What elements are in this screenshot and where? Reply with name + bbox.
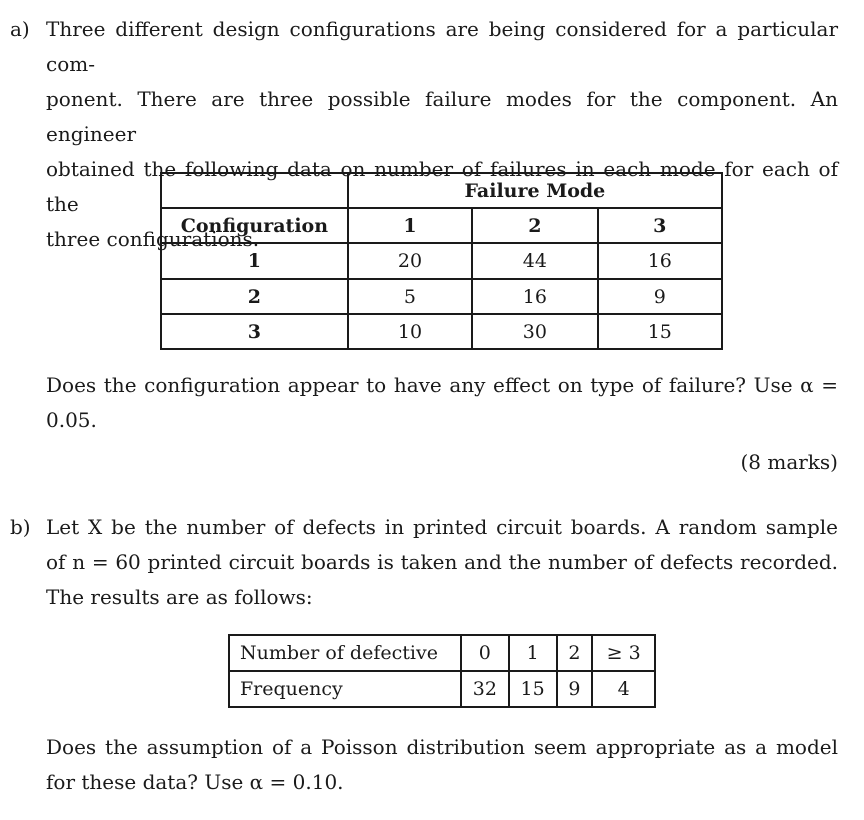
part-b-question-line-1: Does the assumption of a Poisson distribution seem appropriate as a model — [46, 735, 838, 759]
part-b-intro-line-2: of n = 60 printed circuit boards is taken and the number of defects recorded. — [46, 550, 838, 574]
mode-header-2: 2 — [472, 208, 597, 243]
defect-count-cell: 2 — [557, 635, 593, 671]
config-cell: 1 — [161, 243, 348, 279]
defect-count-cell: 0 — [461, 635, 509, 671]
value-cell: 16 — [598, 243, 722, 279]
defect-count-cell: ≥ 3 — [592, 635, 655, 671]
part-a-intro-line-4: three configurations. — [46, 227, 260, 251]
value-cell: 16 — [472, 279, 597, 314]
table-row — [161, 314, 722, 349]
part-a-question-line-1: Does the configuration appear to have any effect on type of failure? Use α = — [46, 373, 838, 397]
value-cell: 15 — [598, 314, 722, 349]
value-cell: 30 — [472, 314, 597, 349]
part-a-question — [46, 368, 838, 438]
frequency-cell: 9 — [557, 671, 593, 707]
mode-header-3: 3 — [598, 208, 722, 243]
part-a-label: a) — [10, 17, 30, 41]
frequency-cell: 4 — [592, 671, 655, 707]
value-cell: 44 — [472, 243, 597, 279]
part-a-intro-line-3: obtained the following data on number of failures in each mode for each of the — [46, 157, 838, 216]
part-a-question-line-2: 0.05. — [46, 408, 97, 432]
table-row — [161, 243, 722, 279]
part-b-question — [46, 730, 838, 800]
part-a-intro-line-2: ponent. There are three possible failure modes for the component. An engineer — [46, 87, 838, 146]
value-cell: 20 — [348, 243, 472, 279]
frequency-label: Frequency — [229, 671, 461, 707]
table-row — [161, 279, 722, 314]
failure-mode-header: Failure Mode — [348, 173, 722, 208]
part-a-intro-line-1: Three different design configurations are being considered for a particular com- — [46, 17, 838, 76]
value-cell: 9 — [598, 279, 722, 314]
failure-mode-table — [160, 172, 723, 350]
part-b-intro — [46, 510, 838, 615]
configuration-header: Configuration — [161, 208, 348, 243]
frequency-cell: 15 — [509, 671, 557, 707]
part-b-question-line-2: for these data? Use α = 0.10. — [46, 770, 344, 794]
part-b-label: b) — [10, 515, 31, 539]
part-a-marks: (8 marks) — [740, 450, 838, 474]
defect-count-cell: 1 — [509, 635, 557, 671]
part-b-intro-line-1: Let X be the number of defects in printed circuit boards. A random sample — [46, 515, 838, 539]
defects-table — [228, 634, 656, 708]
frequency-cell: 32 — [461, 671, 509, 707]
config-cell: 2 — [161, 279, 348, 314]
value-cell: 5 — [348, 279, 472, 314]
table-corner-cell — [161, 173, 348, 208]
value-cell: 10 — [348, 314, 472, 349]
number-of-defective-label: Number of defective — [229, 635, 461, 671]
config-cell: 3 — [161, 314, 348, 349]
part-b-intro-line-3: The results are as follows: — [46, 585, 313, 609]
mode-header-1: 1 — [348, 208, 472, 243]
